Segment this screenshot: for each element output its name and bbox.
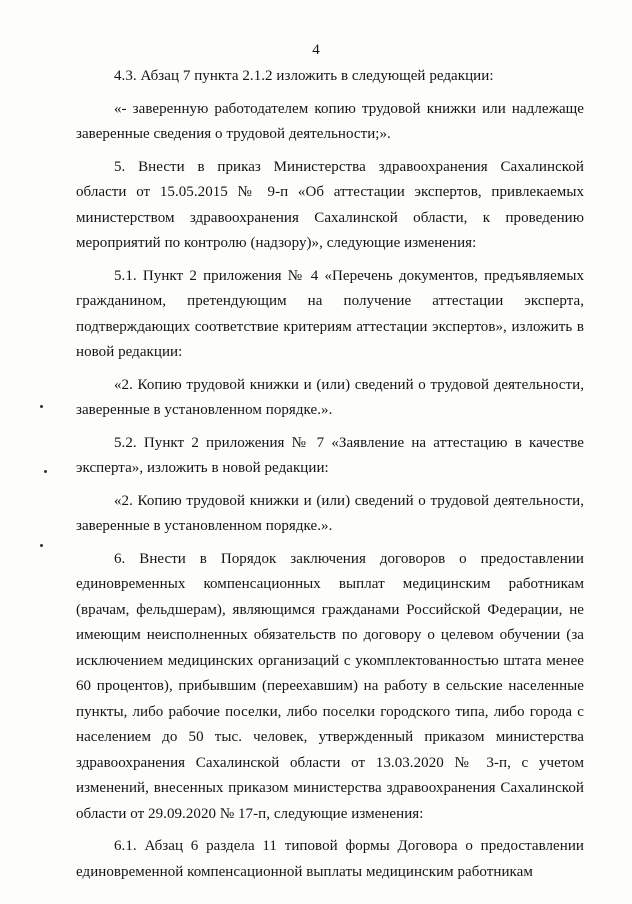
paragraph-6: 6. Внести в Порядок заключения договоров о предоставлении единовременных компенсационных выплат медицинским работникам (врачам, фельдшерам), являющимся гражданами Российской Федерации, не имеющим неисполненных обязательств по договору о целевом обучении (за исключением медицинских организаций с укомплектованностью штата менее 60 процентов), прибывшим (переехавшим) на работу в сельские населенные пункты, либо рабочие поселки, либо поселки городского типа, либо города с населением до 50 тыс. человек, утвержденный приказом министерства здравоохранения Сахалинской области от 13.03.2020 № 3-п, с учетом изменений, внесенных приказом министерства здравоохранения Сахалинской области от 29.09.2020 № 17-п, следующие изменения: [76,550,584,822]
paragraph-4-3: 4.3. Абзац 7 пункта 2.1.2 изложить в следующей редакции: [114,68,494,84]
scan-speck [40,405,43,408]
scan-speck [44,470,47,473]
document-body [76,64,584,892]
paragraph-6-1: 6.1. Абзац 6 раздела 11 типовой формы Договора о предоставлении единовременной компенсационной выплаты медицинским работникам [76,838,584,880]
paragraph-5-2: 5.2. Пункт 2 приложения № 7 «Заявление на аттестацию в качестве эксперта», изложить в новой редакции: [76,434,584,476]
paragraph-5-2-text: «2. Копию трудовой книжки и (или) сведений о трудовой деятельности, заверенные в установленном порядке.». [76,492,584,534]
page-number: 4 [312,42,320,58]
scan-speck [40,544,43,547]
paragraph-5-1-text: «2. Копию трудовой книжки и (или) сведений о трудовой деятельности, заверенные в установленном порядке.». [76,376,584,418]
paragraph-4-3-text: «- заверенную работодателем копию трудовой книжки или надлежаще заверенные сведения о трудовой деятельности;». [76,100,584,142]
paragraph-5-1: 5.1. Пункт 2 приложения № 4 «Перечень документов, предъявляемых гражданином, претендующим на получение аттестации эксперта, подтверждающих соответствие критериям аттестации экспертов», изложить в новой редакции: [76,267,584,360]
paragraph-5: 5. Внести в приказ Министерства здравоохранения Сахалинской области от 15.05.2015 № 9-п «Об аттестации экспертов, привлекаемых министерством здравоохранения Сахалинской области, к проведению мероприятий по контролю (надзору)», следующие изменения: [76,158,584,251]
